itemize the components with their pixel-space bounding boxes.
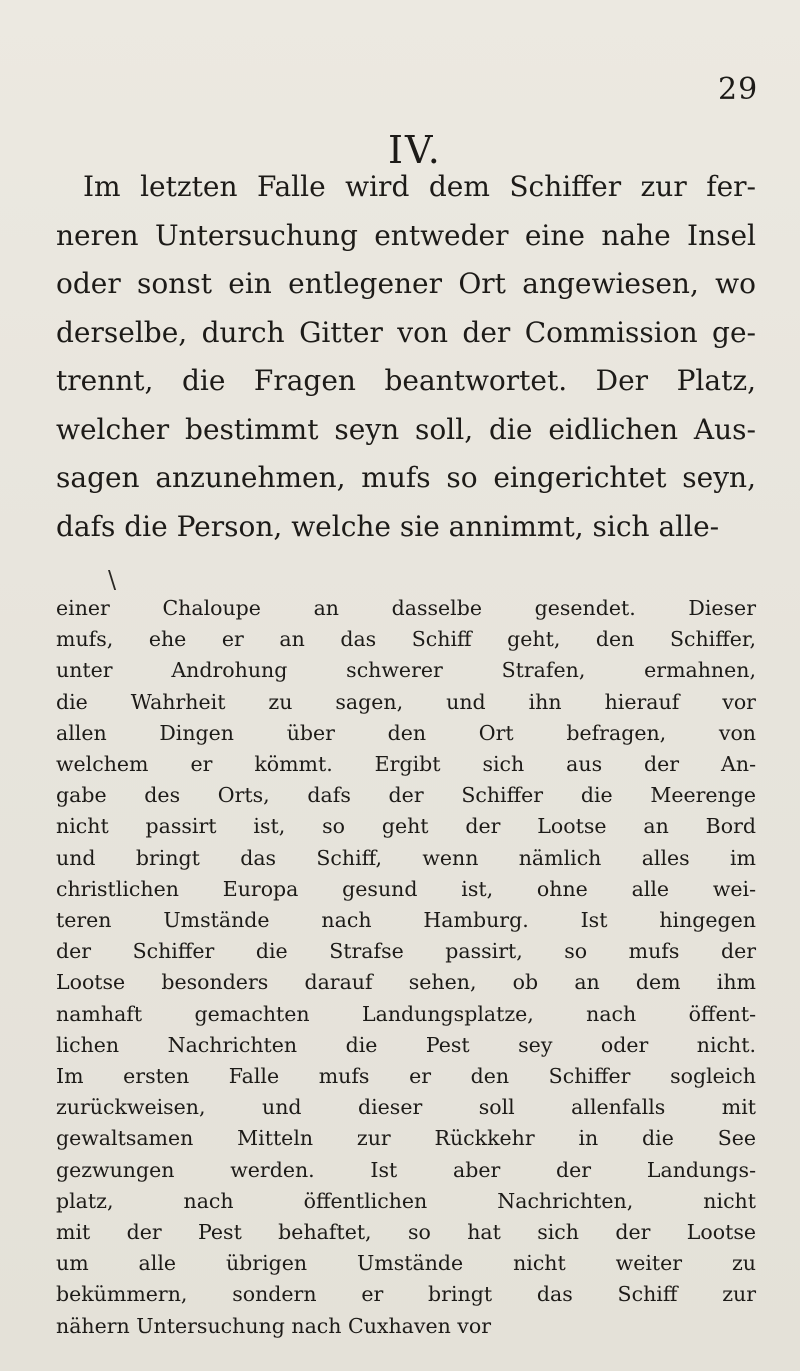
text-line: mit der Pest behaftet, so hat sich der Lootse — [56, 1220, 756, 1244]
text-line: welchem er kömmt. Ergibt sich aus der An- — [56, 752, 756, 776]
text-line: derselbe, durch Gitter von der Commission ge- — [56, 315, 756, 349]
text-line: die Wahrheit zu sagen, und ihn hierauf vor — [56, 689, 756, 714]
text-line: nähern Untersuchung nach Cuxhaven vor — [56, 1313, 492, 1338]
text-line: namhaft gemachten Landungsplatze, nach öffent- — [56, 1001, 756, 1026]
text-line: Im letzten Falle wird dem Schiffer zur fer- — [83, 170, 756, 203]
text-line: neren Untersuchung entweder eine nahe Insel — [56, 218, 756, 252]
text-line: welcher bestimmt seyn soll, die eidlichen Aus- — [56, 412, 756, 446]
text-line: gabe des Orts, dafs der Schiffer die Meerenge — [56, 783, 756, 808]
text-line: christlichen Europa gesund ist, ohne alle wei- — [56, 876, 756, 901]
text-line: platz, nach öffentlichen Nachrichten, nicht — [56, 1188, 756, 1213]
text-line: dafs die Person, welche sie annimmt, sich alle- — [56, 509, 720, 543]
text-line: mufs, ehe er an das Schiff geht, den Schiffer, — [56, 627, 756, 652]
text-line: trennt, die Fragen beantwortet. Der Platz, — [56, 364, 756, 397]
text-line: oder sonst ein entlegener Ort angewiesen, wo — [56, 267, 756, 300]
text-line: lichen Nachrichten die Pest sey oder nicht. — [56, 1032, 756, 1057]
text-line: gewaltsamen Mitteln zur Rückkehr in die See — [56, 1126, 756, 1151]
text-line: bekümmern, sondern er bringt das Schiff zur — [56, 1282, 756, 1307]
text-line: allen Dingen über den Ort befragen, von — [56, 720, 756, 745]
page-number: 29 — [718, 72, 759, 107]
text-line: sagen anzunehmen, mufs so eingerichtet seyn, — [56, 461, 756, 494]
text-line: unter Androhung schwerer Strafen, ermahnen, — [56, 658, 756, 683]
section-heading: IV. — [388, 128, 442, 172]
text-line: gezwungen werden. Ist aber der Landungs- — [56, 1157, 756, 1182]
text-line: zurückweisen, und dieser soll allenfalls mit — [56, 1095, 756, 1120]
text-line: um alle übrigen Umstände nicht weiter zu — [56, 1251, 756, 1276]
text-line: und bringt das Schiff, wenn nämlich alles im — [56, 845, 756, 870]
text-line: teren Umstände nach Hamburg. Ist hingegen — [56, 908, 756, 932]
text-line: Im ersten Falle mufs er den Schiffer sogleich — [56, 1064, 756, 1088]
text-line: einer Chaloupe an dasselbe gesendet. Dieser — [56, 596, 756, 620]
separator-mark: \ — [108, 566, 117, 594]
text-line: Lootse besonders darauf sehen, ob an dem ihm — [56, 970, 756, 995]
text-line: nicht passirt ist, so geht der Lootse an Bord — [56, 814, 756, 839]
text-line: der Schiffer die Strafse passirt, so mufs der — [56, 939, 756, 964]
